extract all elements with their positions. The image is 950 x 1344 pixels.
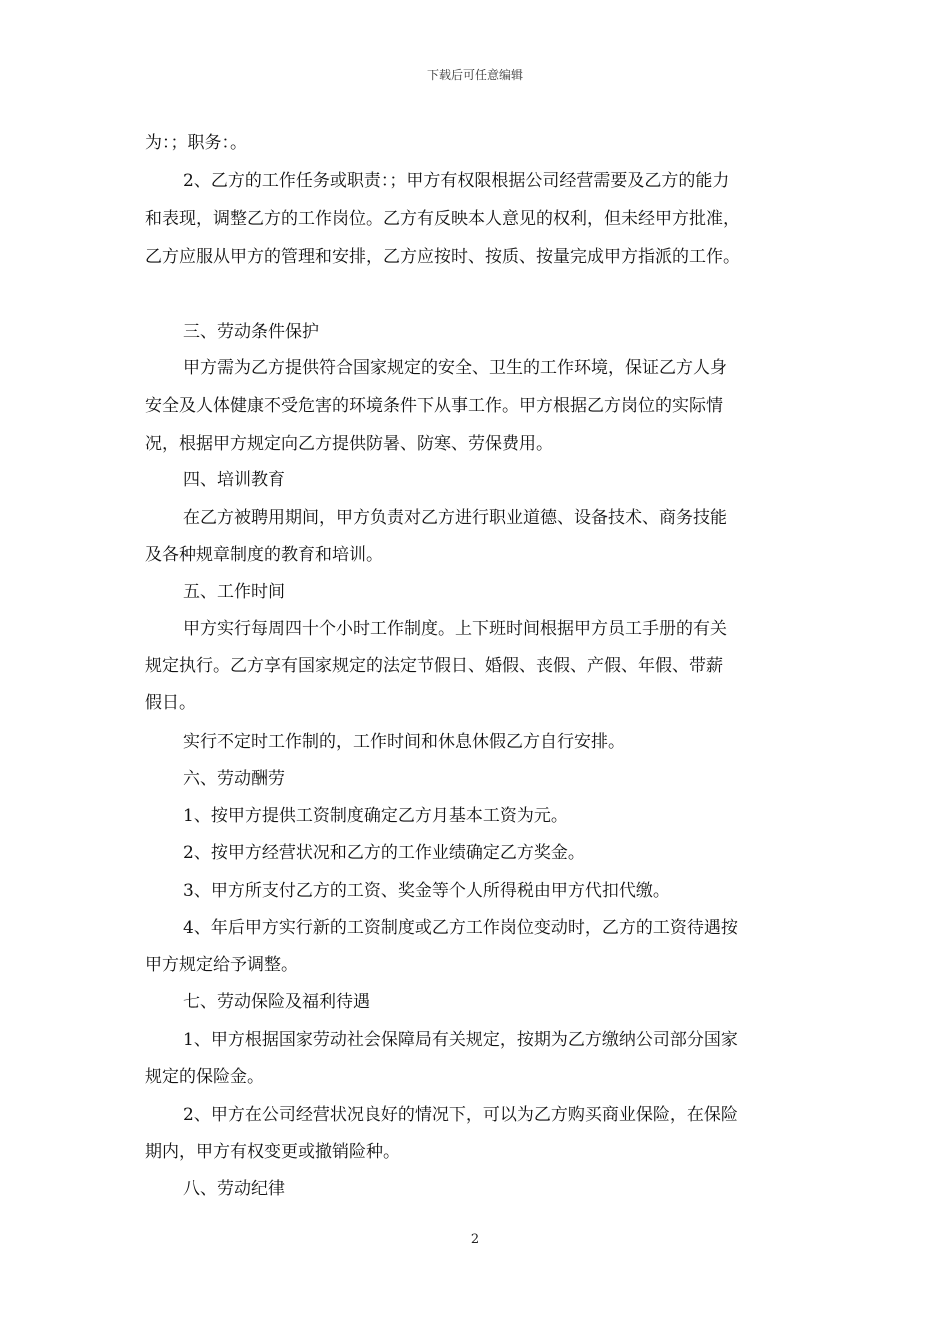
paragraph-line: 安全及人体健康不受危害的环境条件下从事工作。甲方根据乙方岗位的实际情 [145, 396, 723, 416]
section-heading: 五、工作时间 [183, 582, 285, 602]
paragraph-line: 乙方应服从甲方的管理和安排，乙方应按时、按质、按量完成甲方指派的工作。 [145, 247, 740, 267]
section-heading: 六、劳动酬劳 [183, 769, 285, 789]
paragraph-line: 甲方实行每周四十个小时工作制度。上下班时间根据甲方员工手册的有关 [183, 619, 727, 639]
paragraph-line: 及各种规章制度的教育和培训。 [145, 545, 383, 565]
section-heading: 八、劳动纪律 [183, 1179, 285, 1199]
paragraph-line: 甲方规定给予调整。 [145, 955, 298, 975]
section-heading: 七、劳动保险及福利待遇 [183, 992, 370, 1012]
section-heading: 四、培训教育 [183, 470, 285, 490]
list-item: 1、按甲方提供工资制度确定乙方月基本工资为元。 [183, 806, 568, 826]
list-item: 2、甲方在公司经营状况良好的情况下，可以为乙方购买商业保险，在保险 [183, 1105, 738, 1125]
list-item: 1、甲方根据国家劳动社会保障局有关规定，按期为乙方缴纳公司部分国家 [183, 1030, 738, 1050]
paragraph-line: 2、乙方的工作任务或职责：；甲方有权限根据公司经营需要及乙方的能力 [183, 171, 730, 191]
paragraph-line: 和表现，调整乙方的工作岗位。乙方有反映本人意见的权利，但未经甲方批准， [145, 209, 740, 229]
paragraph-line: 在乙方被聘用期间，甲方负责对乙方进行职业道德、设备技术、商务技能 [183, 508, 727, 528]
paragraph-line: 规定的保险金。 [145, 1067, 264, 1087]
section-heading: 三、劳动条件保护 [183, 322, 319, 342]
list-item: 2、按甲方经营状况和乙方的工作业绩确定乙方奖金。 [183, 843, 585, 863]
paragraph-line: 为：；职务：。 [145, 133, 247, 153]
page-number: 2 [470, 1232, 480, 1247]
paragraph-line: 期内，甲方有权变更或撤销险种。 [145, 1142, 400, 1162]
paragraph-line: 甲方需为乙方提供符合国家规定的安全、卫生的工作环境，保证乙方人身 [183, 358, 727, 378]
list-item: 4、年后甲方实行新的工资制度或乙方工作岗位变动时，乙方的工资待遇按 [183, 918, 738, 938]
page-header-note: 下载后可任意编辑 [426, 68, 523, 82]
paragraph-line: 假日。 [145, 693, 196, 713]
paragraph-line: 规定执行。乙方享有国家规定的法定节假日、婚假、丧假、产假、年假、带薪 [145, 656, 723, 676]
list-item: 3、甲方所支付乙方的工资、奖金等个人所得税由甲方代扣代缴。 [183, 881, 670, 901]
paragraph-line: 况，根据甲方规定向乙方提供防暑、防寒、劳保费用。 [145, 434, 553, 454]
paragraph-line: 实行不定时工作制的，工作时间和休息休假乙方自行安排。 [183, 732, 625, 752]
